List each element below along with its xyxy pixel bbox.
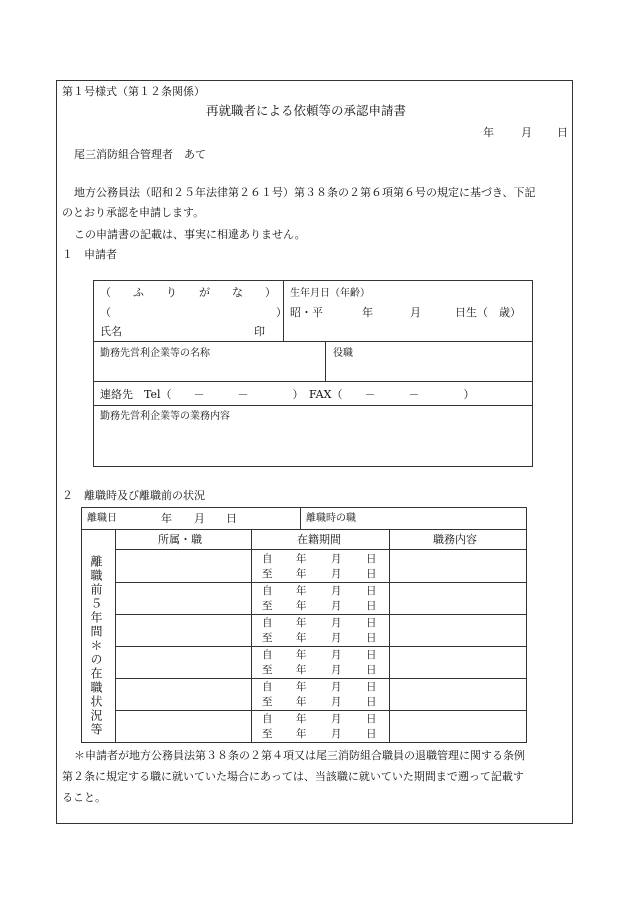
period-day-label: 日 (366, 600, 377, 612)
period-from-label: 自 (262, 617, 273, 629)
period-to-label: 至 (262, 568, 273, 580)
position-label: 役職 (333, 348, 353, 359)
col-affiliation: 所属・職 (158, 533, 202, 546)
period-month-label: 月 (331, 681, 342, 693)
period-from-label: 自 (262, 713, 273, 725)
addressee: 尾三消防組合管理者 あて (74, 148, 206, 161)
business-label: 勤務先営利企業等の業務内容 (100, 411, 230, 422)
furigana-label: （ ふ り が な ） (100, 286, 276, 299)
body-line-1: 地方公務員法（昭和２５年法律第２６１号）第３８条の２第６項第６号の規定に基づき、下記 (74, 186, 536, 199)
date-day: 日 (557, 126, 568, 139)
period-month-label: 月 (331, 568, 342, 580)
period-to-label: 至 (262, 696, 273, 708)
body-line-2: のとおり承認を申請します。 (62, 206, 205, 219)
birth-day-age: 日生（ 歳） (455, 306, 521, 319)
period-day-label: 日 (366, 681, 377, 693)
period-month-label: 月 (331, 664, 342, 676)
divider (93, 341, 533, 342)
note-line-2: 第２条に規定する職に就いていた場合にあっては、当該職に就いていた期間まで遡って記載す (62, 770, 524, 783)
birth-month: 月 (410, 306, 421, 319)
name-label: 氏名 (100, 325, 122, 338)
divider (93, 405, 533, 406)
period-month-label: 月 (331, 632, 342, 644)
period-year-label: 年 (296, 617, 307, 629)
period-to-label: 至 (262, 632, 273, 644)
period-year-label: 年 (296, 585, 307, 597)
divider (300, 507, 301, 529)
seal-label: 印 (254, 325, 265, 338)
section1-heading: １ 申請者 (62, 248, 117, 261)
retire-year: 年 (161, 512, 172, 525)
period-month-label: 月 (331, 728, 342, 740)
divider (115, 549, 527, 550)
retire-post-label: 離職時の職 (306, 513, 356, 524)
period-day-label: 日 (366, 664, 377, 676)
period-year-label: 年 (296, 553, 307, 565)
name-paren: （ ） (100, 306, 287, 319)
period-month-label: 月 (331, 696, 342, 708)
divider (115, 646, 527, 647)
period-day-label: 日 (366, 632, 377, 644)
period-year-label: 年 (296, 568, 307, 580)
retire-month: 月 (194, 512, 205, 525)
period-year-label: 年 (296, 713, 307, 725)
contact-line: 連絡先 Tel（ － － ） FAX（ － － ） (100, 388, 475, 401)
divider (115, 614, 527, 615)
period-day-label: 日 (366, 713, 377, 725)
birth-label: 生年月日（年齢） (290, 288, 370, 299)
period-day-label: 日 (366, 617, 377, 629)
divider (115, 710, 527, 711)
date-year: 年 (483, 126, 494, 139)
period-day-label: 日 (366, 568, 377, 580)
side-label: 離職前５年間＊の在職状況等 (89, 555, 103, 737)
section2-heading: ２ 離職時及び離職前の状況 (62, 489, 205, 502)
period-month-label: 月 (331, 553, 342, 565)
period-month-label: 月 (331, 649, 342, 661)
period-month-label: 月 (331, 713, 342, 725)
period-month-label: 月 (331, 585, 342, 597)
period-from-label: 自 (262, 681, 273, 693)
col-period: 在籍期間 (297, 533, 341, 546)
period-day-label: 日 (366, 585, 377, 597)
company-label: 勤務先営利企業等の名称 (100, 348, 210, 359)
period-year-label: 年 (296, 649, 307, 661)
period-to-label: 至 (262, 728, 273, 740)
period-day-label: 日 (366, 728, 377, 740)
period-day-label: 日 (366, 553, 377, 565)
divider (93, 381, 533, 382)
divider (115, 678, 527, 679)
period-day-label: 日 (366, 649, 377, 661)
divider (115, 582, 527, 583)
period-from-label: 自 (262, 553, 273, 565)
period-year-label: 年 (296, 632, 307, 644)
birth-year: 年 (362, 306, 373, 319)
period-from-label: 自 (262, 649, 273, 661)
period-to-label: 至 (262, 664, 273, 676)
retire-date-label: 離職日 (87, 513, 117, 524)
date-month: 月 (521, 126, 532, 139)
period-year-label: 年 (296, 728, 307, 740)
body-line-3: この申請書の記載は、事実に相違ありません。 (74, 228, 306, 241)
form-title: 再就職者による依頼等の承認申請書 (206, 103, 407, 118)
period-month-label: 月 (331, 617, 342, 629)
divider (81, 529, 527, 530)
retire-day: 日 (226, 512, 237, 525)
divider (325, 341, 326, 381)
period-day-label: 日 (366, 696, 377, 708)
note-line-3: ること。 (62, 791, 106, 804)
period-month-label: 月 (331, 600, 342, 612)
era-label: 昭・平 (290, 306, 323, 319)
period-year-label: 年 (296, 681, 307, 693)
period-to-label: 至 (262, 600, 273, 612)
period-from-label: 自 (262, 585, 273, 597)
period-year-label: 年 (296, 600, 307, 612)
col-duties: 職務内容 (433, 533, 477, 546)
note-line-1: ＊申請者が地方公務員法第３８条の２第４項又は尾三消防組合職員の退職管理に関する条例 (74, 749, 525, 762)
form-label: 第１号様式（第１２条関係） (62, 85, 205, 98)
period-year-label: 年 (296, 664, 307, 676)
period-year-label: 年 (296, 696, 307, 708)
